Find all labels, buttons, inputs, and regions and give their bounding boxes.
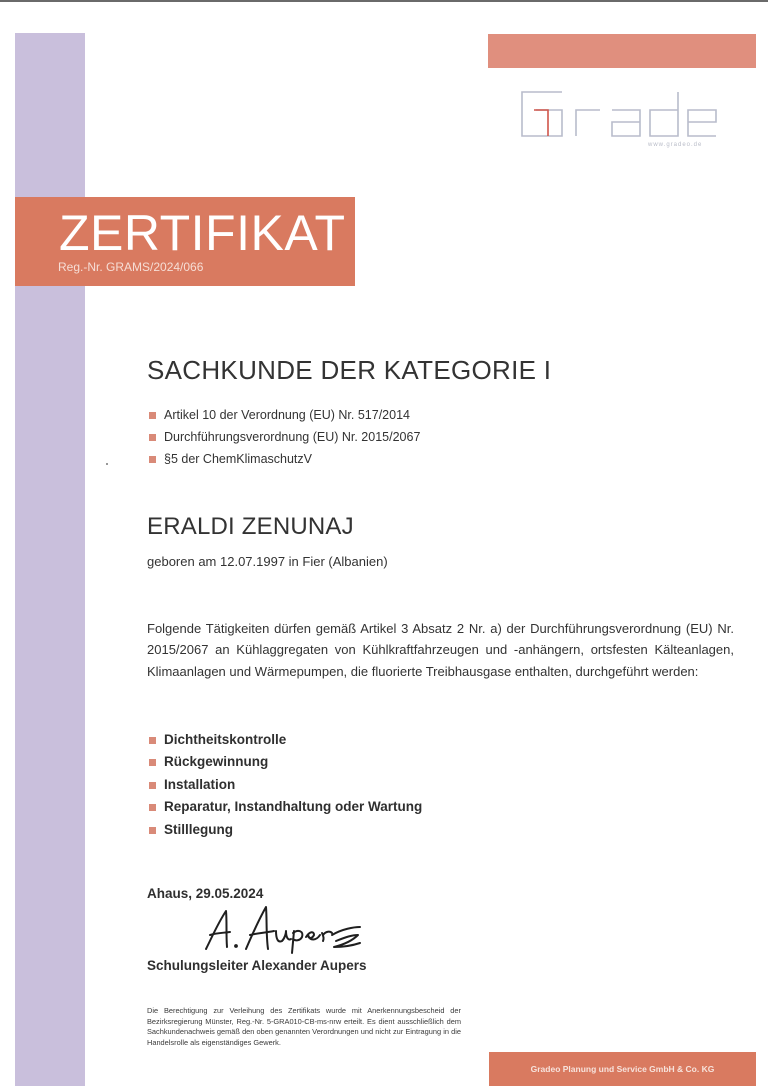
activity-text: Reparatur, Instandhaltung oder Wartung: [164, 799, 423, 815]
list-item: [149, 404, 420, 426]
square-bullet-icon: [149, 434, 156, 441]
square-bullet-icon: [149, 412, 156, 419]
square-bullet-icon: [149, 737, 156, 744]
square-bullet-icon: [149, 782, 156, 789]
company-name: Gradeo Planung und Service GmbH & Co. KG: [530, 1064, 715, 1074]
legal-basis-list: [149, 404, 420, 470]
list-item: [149, 819, 422, 841]
legal-basis-text: §5 der ChemKlimaschutzV: [164, 452, 312, 466]
activities-description: Folgende Tätigkeiten dürfen gemäß Artikel 3 Absatz 2 Nr. a) der Durchführungsverordnung (EU) Nr. 2015/2067 an Kühlaggregaten von Kühlkraftfahrzeugen und -anhängern, ortsfesten Kälteanlagen, Klimaanlagen und Wärmepumpen, die fluorierte Treibhausgase enthalten, durchgeführt werden:: [147, 621, 734, 679]
list-item: [149, 729, 422, 751]
decorative-side-stripe: [15, 33, 85, 1086]
square-bullet-icon: [149, 804, 156, 811]
scan-top-edge: [0, 0, 768, 2]
registration-number: Reg.-Nr. GRAMS/2024/066: [58, 260, 204, 274]
list-item: [149, 796, 422, 818]
holder-name: ERALDI ZENUNAJ: [147, 513, 354, 540]
list-item: [149, 448, 420, 470]
signature-graphic: [196, 905, 366, 955]
holder-birth-info: geboren am 12.07.1997 in Fier (Albanien): [147, 554, 388, 569]
square-bullet-icon: [149, 456, 156, 463]
logo-url: www.gradeo.de: [648, 142, 703, 148]
square-bullet-icon: [149, 759, 156, 766]
activity-text: Rückgewinnung: [164, 754, 269, 770]
legal-basis-text: Artikel 10 der Verordnung (EU) Nr. 517/2014: [164, 408, 410, 422]
gradeo-logo: [520, 86, 730, 152]
accreditation-footnote: Die Berechtigung zur Verleihung des Zertifikats wurde mit Anerkennungsbescheid der Bezirksregierung Münster, Reg.-Nr. 5-GRA010-CB-ms-nrw erteilt. Es dient ausschließlich dem Sachkundenachweis gemäß den oben genannten Verordnungen und nicht zur Eintragung in die Handelsrolle als eigenständiges Gewerk.: [147, 1006, 461, 1047]
activity-text: Installation: [164, 776, 236, 792]
scan-speck: [106, 463, 108, 465]
signer-name: Schulungsleiter Alexander Aupers: [147, 958, 367, 973]
activity-text: Dichtheitskontrolle: [164, 732, 287, 747]
square-bullet-icon: [149, 827, 156, 834]
permitted-activities-list: [149, 729, 422, 841]
activity-text: Stilllegung: [164, 821, 233, 837]
list-item: [149, 774, 422, 796]
list-item: [149, 426, 420, 448]
certificate-title: ZERTIFIKAT: [59, 205, 346, 261]
list-item: [149, 751, 422, 773]
gradeo-wordmark: [520, 86, 730, 142]
legal-basis-text: Durchführungsverordnung (EU) Nr. 2015/2067: [164, 430, 421, 444]
place-and-date: Ahaus, 29.05.2024: [147, 886, 264, 901]
footer-banner: [489, 1052, 756, 1086]
decorative-top-bar: [488, 34, 756, 68]
certificate-category-heading: SACHKUNDE DER KATEGORIE I: [147, 355, 552, 385]
certificate-title-banner: [15, 197, 355, 286]
handwritten-signature: [196, 905, 366, 955]
